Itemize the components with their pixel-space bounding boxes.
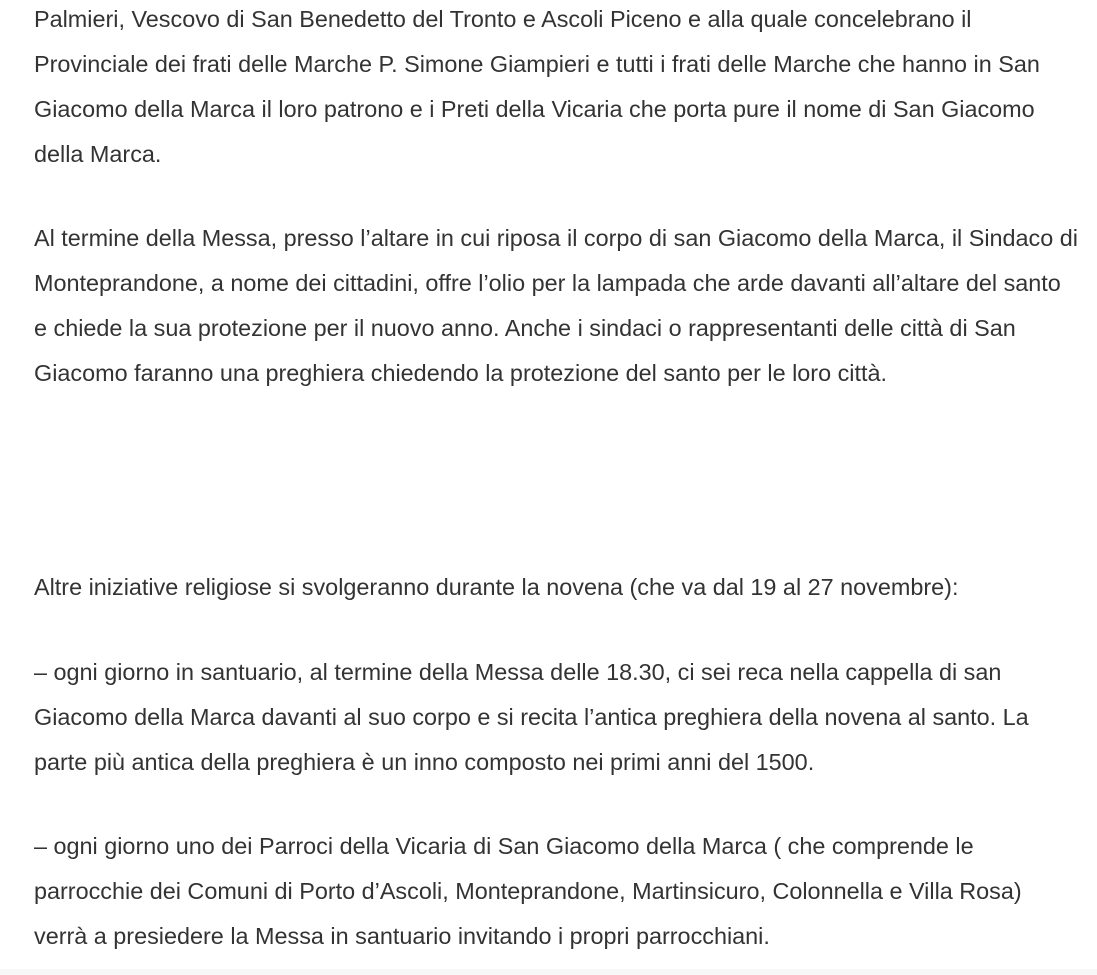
page-bottom-edge bbox=[0, 969, 1097, 975]
article-list-item: – ogni giorno in santuario, al termine della Messa delle 18.30, ci sei reca nella cappella di san Giacomo della Marca davanti al suo corpo e si recita l’antica preghiera della novena al santo. La parte più antica della preghiera è un inno composto nei primi anni del 1500. bbox=[34, 659, 1029, 775]
article-paragraph: Al termine della Messa, presso l’altare in cui riposa il corpo di san Giacomo della Marca, il Sindaco di Monteprandone, a nome dei cittadini, offre l’olio per la lampada che arde davanti all’altare del santo e chiede la sua protezione per il nuovo anno. Anche i sindaci o rappresentanti delle città di San Giacomo faranno una preghiera chiedendo la protezione del santo per le loro città. bbox=[34, 225, 1078, 386]
article-paragraph: Palmieri, Vescovo di San Benedetto del Tronto e Ascoli Piceno e alla quale concelebrano il Provinciale dei frati delle Marche P. Simone Giampieri e tutti i frati delle Marche che hanno in San Giacomo della Marca il loro patrono e i Preti della Vicaria che porta pure il nome di San Giacomo della Marca. bbox=[34, 6, 1040, 167]
article-list-item: – ogni giorno uno dei Parroci della Vicaria di San Giacomo della Marca ( che comprende le parrocchie dei Comuni di Porto d’Ascoli, Monteprandone, Martinsicuro, Colonnella e Villa Rosa) verrà a presiedere la Messa in santuario invitando i propri parrocchiani. bbox=[34, 833, 1022, 949]
article-paragraph: Altre iniziative religiose si svolgeranno durante la novena (che va dal 19 al 27 novembre): bbox=[34, 574, 959, 600]
